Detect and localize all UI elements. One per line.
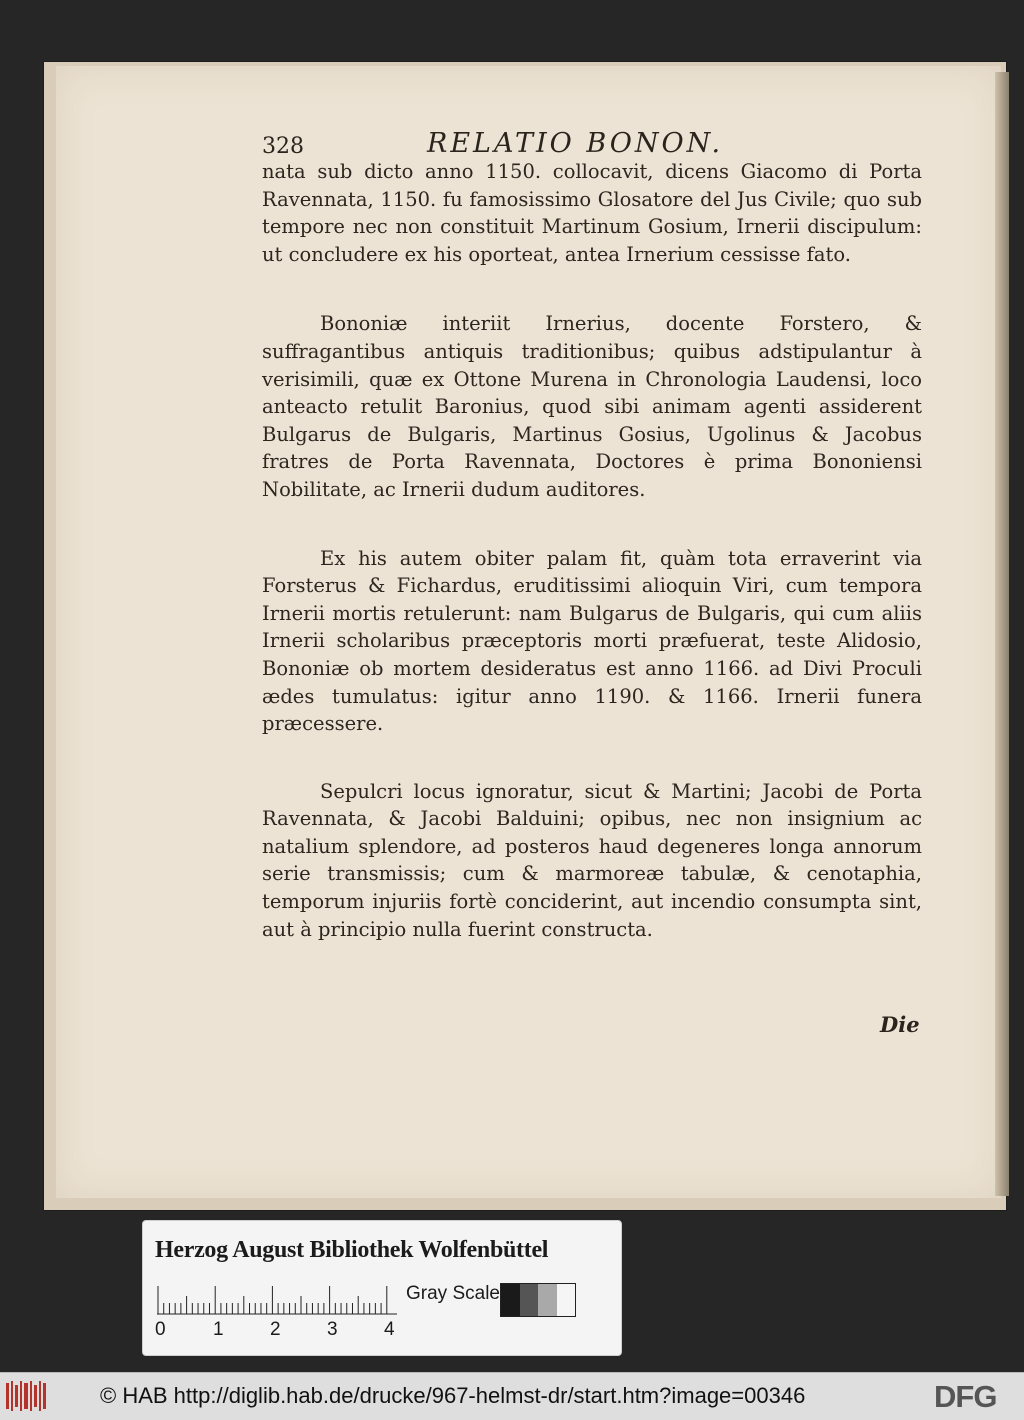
gray-scale-patches <box>500 1283 576 1317</box>
color-calibration-card <box>142 1220 622 1356</box>
ruler-label-4: 4 <box>384 1319 395 1340</box>
paragraph-4: Sepulcri locus ignoratur, sicut & Martini; Jacobi de Porta Ravennata, & Jacobi Balduini; opibus, nec non insignium ac natalium splendore, ad posteros haud degeneres longa annorum serie transmissis; cum & marmoreæ tabulæ, & cenotaphia, temporum injuriis fortè conciderint, aut incendio consumpta sint, aut à principio nulla fuerint constructa. <box>262 779 922 941</box>
gray-patch <box>501 1284 520 1316</box>
viewer-footer <box>0 1372 1024 1420</box>
hab-barcode-logo-icon <box>6 1381 46 1411</box>
library-name: Herzog August Bibliothek Wolfenbüttel <box>155 1237 549 1263</box>
page-text <box>262 158 922 943</box>
gray-patch <box>538 1284 557 1316</box>
gray-scale-label: Gray Scale <box>406 1283 500 1304</box>
gray-patch <box>557 1284 576 1316</box>
ruler-label-1: 1 <box>213 1319 224 1340</box>
dfg-logo-icon: DFG <box>934 1379 997 1414</box>
paragraph-3: Ex his autem obiter palam fit, quàm tota erraverint via Forsterus & Fichardus, eruditissimi alioquin Viri, cum tempora Irnerii mortis retulerunt: nam Bulgarus de Bulgaris, qui cum aliis Irnerii scholaribus præceptoris morti præfuerat, teste Alidosio, Bononiæ ob mortem desideratus est anno 1166. ad Divi Proculi ædes tumulatus: igitur anno 1190. & 1166. Irnerii funera præcessere. <box>262 546 922 736</box>
page-number: 328 <box>262 134 304 159</box>
page-header <box>262 128 942 162</box>
ruler-label-0: 0 <box>155 1319 166 1340</box>
running-title: RELATIO BONON. <box>427 128 724 159</box>
paragraph-2: Bononiæ interiit Irnerius, docente Forstero, & suffragantibus antiquis traditionibus; quibus adstipulantur à verisimili, quæ ex Ottone Murena in Chronologia Laudensi, loco anteacto retulit Baronius, quod sibi animam agenti assiderent Bulgarus de Bulgaris, Martinus Gosius, Ugolinus & Jacobus fratres de Porta Ravennata, Doctores è prima Bononiensi Nobilitate, ac Irnerii dudum auditores. <box>262 312 922 501</box>
book-gutter-edge <box>995 72 1009 1196</box>
source-url-text[interactable]: © HAB http://diglib.hab.de/drucke/967-helmst-dr/start.htm?image=00346 <box>100 1383 806 1408</box>
gray-patch <box>520 1284 539 1316</box>
catchword: Die <box>880 1012 920 1037</box>
ruler-label-3: 3 <box>327 1319 338 1340</box>
ruler-scale <box>157 1285 397 1315</box>
ruler-label-2: 2 <box>270 1319 281 1340</box>
paragraph-1: nata sub dicto anno 1150. collocavit, dicens Giacomo di Porta Ravennata, 1150. fu famosissimo Glosatore del Jus Civile; quo sub tempore nec non constituit Martinum Gosium, Irnerii discipulum: ut concludere ex his oporteat, antea Irnerium cessisse fato. <box>262 160 922 266</box>
